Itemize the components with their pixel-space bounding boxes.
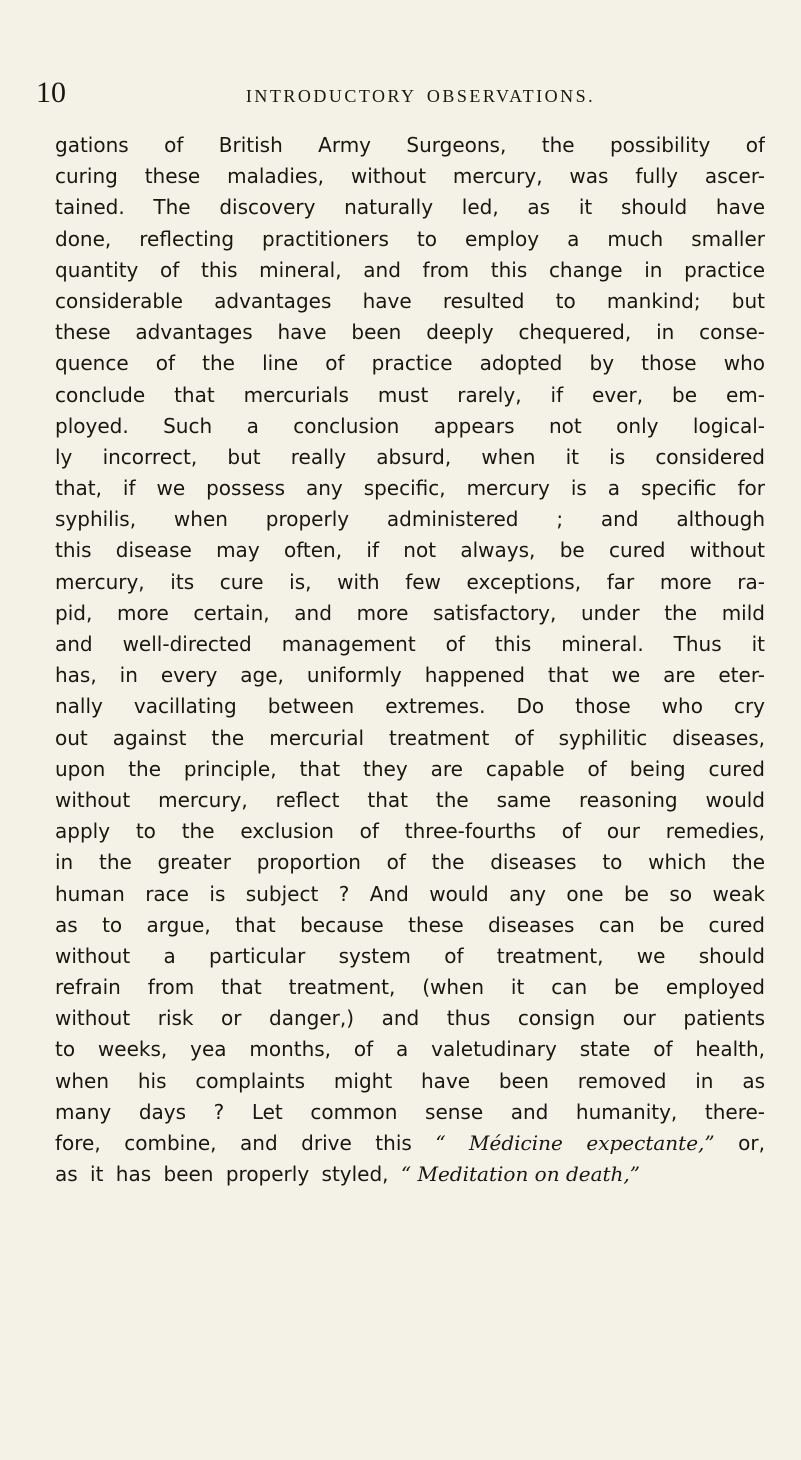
text-line: human race is subject ? And would any one be so weak xyxy=(55,881,765,906)
body-text xyxy=(55,130,765,1190)
text-line: as to argue, that because these diseases can be cured xyxy=(55,912,765,937)
text-line: without a particular system of treatment, we should xyxy=(55,943,765,968)
text-line: out against the mercurial treatment of syphilitic diseases, xyxy=(55,725,765,750)
text-line: ly incorrect, but really absurd, when it is considered xyxy=(55,444,765,469)
text-line: quence of the line of practice adopted by those who xyxy=(55,351,765,376)
text-line: when his complaints might have been removed in as xyxy=(55,1068,765,1093)
text-line: to weeks, yea months, of a valetudinary state of health, xyxy=(55,1037,765,1062)
page-number: 10 xyxy=(36,76,66,109)
text-line: this disease may often, if not always, be cured without xyxy=(55,538,765,563)
text-line-start: fore, combine, and drive this xyxy=(55,1131,436,1155)
text-line xyxy=(55,1128,765,1159)
text-line: upon the principle, that they are capable of being cured xyxy=(55,756,765,781)
text-line: gations of British Army Surgeons, the possibility of xyxy=(55,133,765,157)
text-line-end: or, xyxy=(714,1131,765,1155)
text-line: without mercury, reflect that the same reasoning would xyxy=(55,787,765,812)
text-line: many days ? Let common sense and humanity, there- xyxy=(55,1099,765,1124)
text-line-start: as it has been properly styled, xyxy=(55,1162,401,1187)
text-line: that, if we possess any specific, mercury is a specific for xyxy=(55,476,765,501)
text-line: syphilis, when properly administered ; and although xyxy=(55,507,765,532)
text-line: mercury, its cure is, with few exceptions, far more ra- xyxy=(55,569,765,594)
text-line: quantity of this mineral, and from this change in practice xyxy=(55,257,765,282)
text-line: conclude that mercurials must rarely, if ever, be em- xyxy=(55,382,765,407)
text-line xyxy=(55,1159,765,1190)
text-line: considerable advantages have resulted to mankind; but xyxy=(55,288,765,313)
text-line: in the greater proportion of the diseases to which the xyxy=(55,850,765,875)
text-line: apply to the exclusion of three-fourths of our remedies, xyxy=(55,819,765,844)
text-line: tained. The discovery naturally led, as it should have xyxy=(55,195,765,220)
italic-phrase: “ Médicine expectante,” xyxy=(435,1131,715,1155)
text-line: pid, more certain, and more satisfactory, under the mild xyxy=(55,600,765,625)
text-line: these advantages have been deeply chequered, in conse- xyxy=(55,320,765,345)
text-line: and well-directed management of this mineral. Thus it xyxy=(55,632,765,656)
text-line: refrain from that treatment, (when it can be employed xyxy=(55,975,765,1000)
text-line: ployed. Such a conclusion appears not only logical- xyxy=(55,413,765,438)
text-line: has, in every age, uniformly happened that we are eter- xyxy=(55,663,765,688)
running-head: INTRODUCTORY OBSERVATIONS. xyxy=(245,86,596,106)
text-line: done, reflecting practitioners to employ a much smaller xyxy=(55,226,765,251)
text-line: without risk or danger,) and thus consign our patients xyxy=(55,1006,765,1031)
text-line: nally vacillating between extremes. Do those who cry xyxy=(55,694,765,719)
italic-phrase: “ Meditation on death,” xyxy=(400,1162,641,1187)
text-line: curing these maladies, without mercury, was fully ascer- xyxy=(55,164,765,189)
